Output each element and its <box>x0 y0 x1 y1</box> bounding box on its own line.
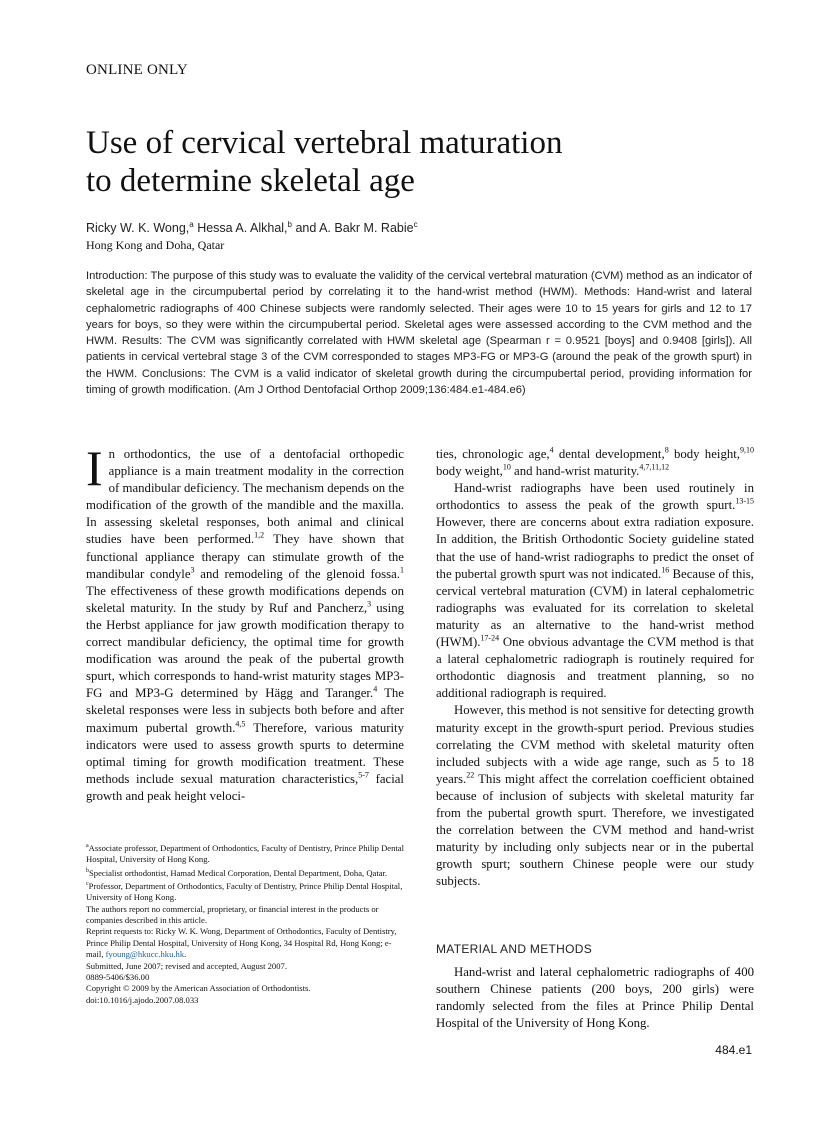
text-run: body weight, <box>436 464 503 479</box>
section-label: ONLINE ONLY <box>86 62 188 78</box>
footnote-text: Specialist orthodontist, Hamad Medical Corporation, Dental Department, Doha, Qatar. <box>89 867 388 878</box>
author-3: and A. Bakr M. Rabie <box>291 221 414 236</box>
citation: 10 <box>502 462 511 472</box>
author-location: Hong Kong and Doha, Qatar <box>86 238 225 252</box>
drop-cap: I <box>86 440 103 496</box>
text-run: ties, chronologic age, <box>436 447 550 461</box>
citation: 1 <box>399 565 404 575</box>
text-run: facial growth and peak height veloci- <box>86 771 404 803</box>
reprint-requests <box>86 926 404 960</box>
conflict-statement: The authors report no commercial, proprietary, or financial interest in the products or companies described in this article. <box>86 903 379 926</box>
footnote-marker: b <box>86 867 89 874</box>
article-title <box>86 124 706 200</box>
footnote-c <box>86 879 404 904</box>
footnotes <box>86 841 404 1006</box>
footnote-text: Professor, Department of Orthodontics, Faculty of Dentistry, Prince Philip Dental Hospital, University of Hong Kong. <box>86 880 403 903</box>
email-link[interactable]: fyoung@hkucc.hku.hk <box>105 949 185 960</box>
footnote-text: Associate professor, Department of Orthodontics, Faculty of Dentistry, Prince Philip Dental Hospital, University of Hong Kong. <box>86 842 405 865</box>
citation: 3 <box>367 599 372 609</box>
author-1: Ricky W. K. Wong, <box>86 221 190 236</box>
text-run: dental development, <box>553 447 665 461</box>
citation: 17-24 <box>480 633 500 643</box>
section-heading: MATERIAL AND METHODS <box>436 942 593 956</box>
title-line-1: Use of cervical vertebral maturation <box>86 125 563 161</box>
doi: doi:10.1016/j.ajodo.2007.08.033 <box>86 994 199 1005</box>
submission-dates: Submitted, June 2007; revised and accepted, August 2007. <box>86 960 287 971</box>
text-run: using the Herbst appliance for jaw growth modification therapy to correct mandibular deficiency, the optimal time for growth modification was around the peak of the pubertal growth spurt, which corresponds to hand-wrist maturity stages MP3-FG and MP3-G determined by Hägg and Taranger. <box>86 600 404 701</box>
citation: 22 <box>466 770 475 780</box>
abstract: Introduction: The purpose of this study was to evaluate the validity of the cervical vertebral maturation (CVM) method as an indicator of skeletal age in the circumpubertal period by correlating it to the hand-wrist method (HWM). Methods: Hand-wrist and lateral cephalometric radiographs of 400 Chinese subjects were randomly selected. Their ages were 10 to 15 years for girls and 12 to 17 years for boys, so they were within the circumpubertal period. Skeletal ages were assessed according to the CVM method and the HWM. Results: The CVM was significantly correlated with HWM skeletal age (Spearman r = 0.9521 [boys] and 0.9408 [girls]). All patients in cervical vertebral stage 3 of the CVM corresponded to stages MP3-FG or MP3-G (around the peak of the growth spurt) in the HWM. Conclusions: The CVM is a valid indicator of skeletal growth during the circumpubertal period, providing information for timing of growth modification. (Am J Orthod Dentofacial Orthop 2009;136:484.e1-484.e6) <box>86 270 752 397</box>
issn: 0889-5406/$36.00 <box>86 972 150 983</box>
citation: 5-7 <box>358 770 369 780</box>
text-run: This might affect the correlation coefficient obtained because of inclusion of subjects with skeletal maturity far from the pubertal growth spurt. Therefore, we investigated the correlation between the CVM method and hand-wrist maturity by including only subjects near or in the pubertal growth spurt; southern Chinese people were our study subjects. <box>436 771 754 889</box>
text-run: n orthodontics, the use of a dentofacial orthopedic appliance is a main treatment modality in the correction of mandibular deficiency. The mechanism depends on the modification of the growth of the mandible and the maxilla. In assessing skeletal responses, both animal and clinical studies have been performed. <box>86 447 404 547</box>
citation: 1,2 <box>254 531 265 541</box>
text-run: and hand-wrist maturity. <box>510 464 640 479</box>
text-run: They have shown that functional appliance therapy can stimulate growth of the mandibular condyle <box>86 532 405 581</box>
citation: 9,10 <box>740 445 754 455</box>
author-2: Hessa A. Alkhal, <box>193 221 288 236</box>
text-run: Therefore, various maturity indicators were used to assess growth spurts to determine optimal timing for growth modification treatment. These methods include sexual maturation characteristics, <box>86 720 404 786</box>
citation: 4 <box>549 445 554 455</box>
author-3-affil: c <box>413 220 418 229</box>
footnote-text: Reprint requests to: Ricky W. K. Wong, Department of Orthodontics, Faculty of Dentistry, Prince Philip Dental Hospital, University of Hong Kong, 34 Hospital Rd, Hong Kong; e-mail, <box>86 926 397 960</box>
citation: 16 <box>661 565 670 575</box>
intro-paragraph <box>86 440 405 805</box>
paragraph <box>436 446 754 480</box>
text-run: body height, <box>668 447 740 461</box>
author-list <box>86 220 418 235</box>
citation: 3 <box>190 565 195 575</box>
paragraph <box>436 702 754 890</box>
text-run: and remodeling of the glenoid fossa. <box>194 566 400 581</box>
right-column <box>436 446 754 890</box>
left-column <box>86 440 405 805</box>
title-line-2: to determine skeletal age <box>86 163 415 199</box>
footnote-a <box>86 841 404 866</box>
citation: 4,7,11,12 <box>639 462 670 472</box>
footnote-marker: c <box>86 880 89 887</box>
methods-paragraph: Hand-wrist and lateral cephalometric radiographs of 400 southern Chinese patients (200 boys, 200 girls) were randomly selected from the files at Prince Philip Dental Hospital of the University of Hong Kong. <box>436 965 754 1031</box>
text-run: However, there are concerns about extra radiation exposure. In addition, the British Orthodontic Society guideline stated that the use of hand-wrist radiographs to predict the onset of the pubertal growth spurt was not indicated. <box>436 515 754 581</box>
citation: 4 <box>373 685 378 695</box>
text-run: The skeletal responses were less in subjects both before and after maximum pubertal growth. <box>86 686 404 735</box>
text-run: One obvious advantage the CVM method is that a lateral cephalometric radiograph is routinely required for orthodontic diagnosis and treatment planning, so no additional radiograph is required. <box>436 635 754 701</box>
copyright: Copyright © 2009 by the American Association of Orthodontists. <box>86 983 311 994</box>
author-1-affil: a <box>189 220 194 229</box>
author-2-affil: b <box>287 220 292 229</box>
paragraph <box>436 480 754 702</box>
footnote-marker: a <box>86 843 89 849</box>
citation: 4,5 <box>235 719 246 729</box>
citation: 8 <box>664 445 669 455</box>
text-run: Hand-wrist radiographs have been used routinely in orthodontics to assess the peak of the growth spurt. <box>436 481 754 513</box>
text-run: The effectiveness of these growth modifications depends on skeletal maturity. In the study by Ruf and Pancherz, <box>86 583 404 615</box>
footnote-b <box>86 866 404 879</box>
footnote-text: . <box>184 949 187 960</box>
citation: 13-15 <box>735 497 754 507</box>
page-number: 484.e1 <box>715 1043 752 1057</box>
text-run: However, this method is not sensitive for detecting growth maturity except in the growth-spurt period. Previous studies correlating the CVM method with skeletal maturity often included subjects with a wide age range, such as 5 to 18 years. <box>436 703 754 786</box>
text-run: Because of this, cervical vertebral maturation (CVM) in lateral cephalometric radiographs was evaluated for its correlation to skeletal maturity as an alternative to the hand-wrist method (HWM). <box>436 566 754 650</box>
